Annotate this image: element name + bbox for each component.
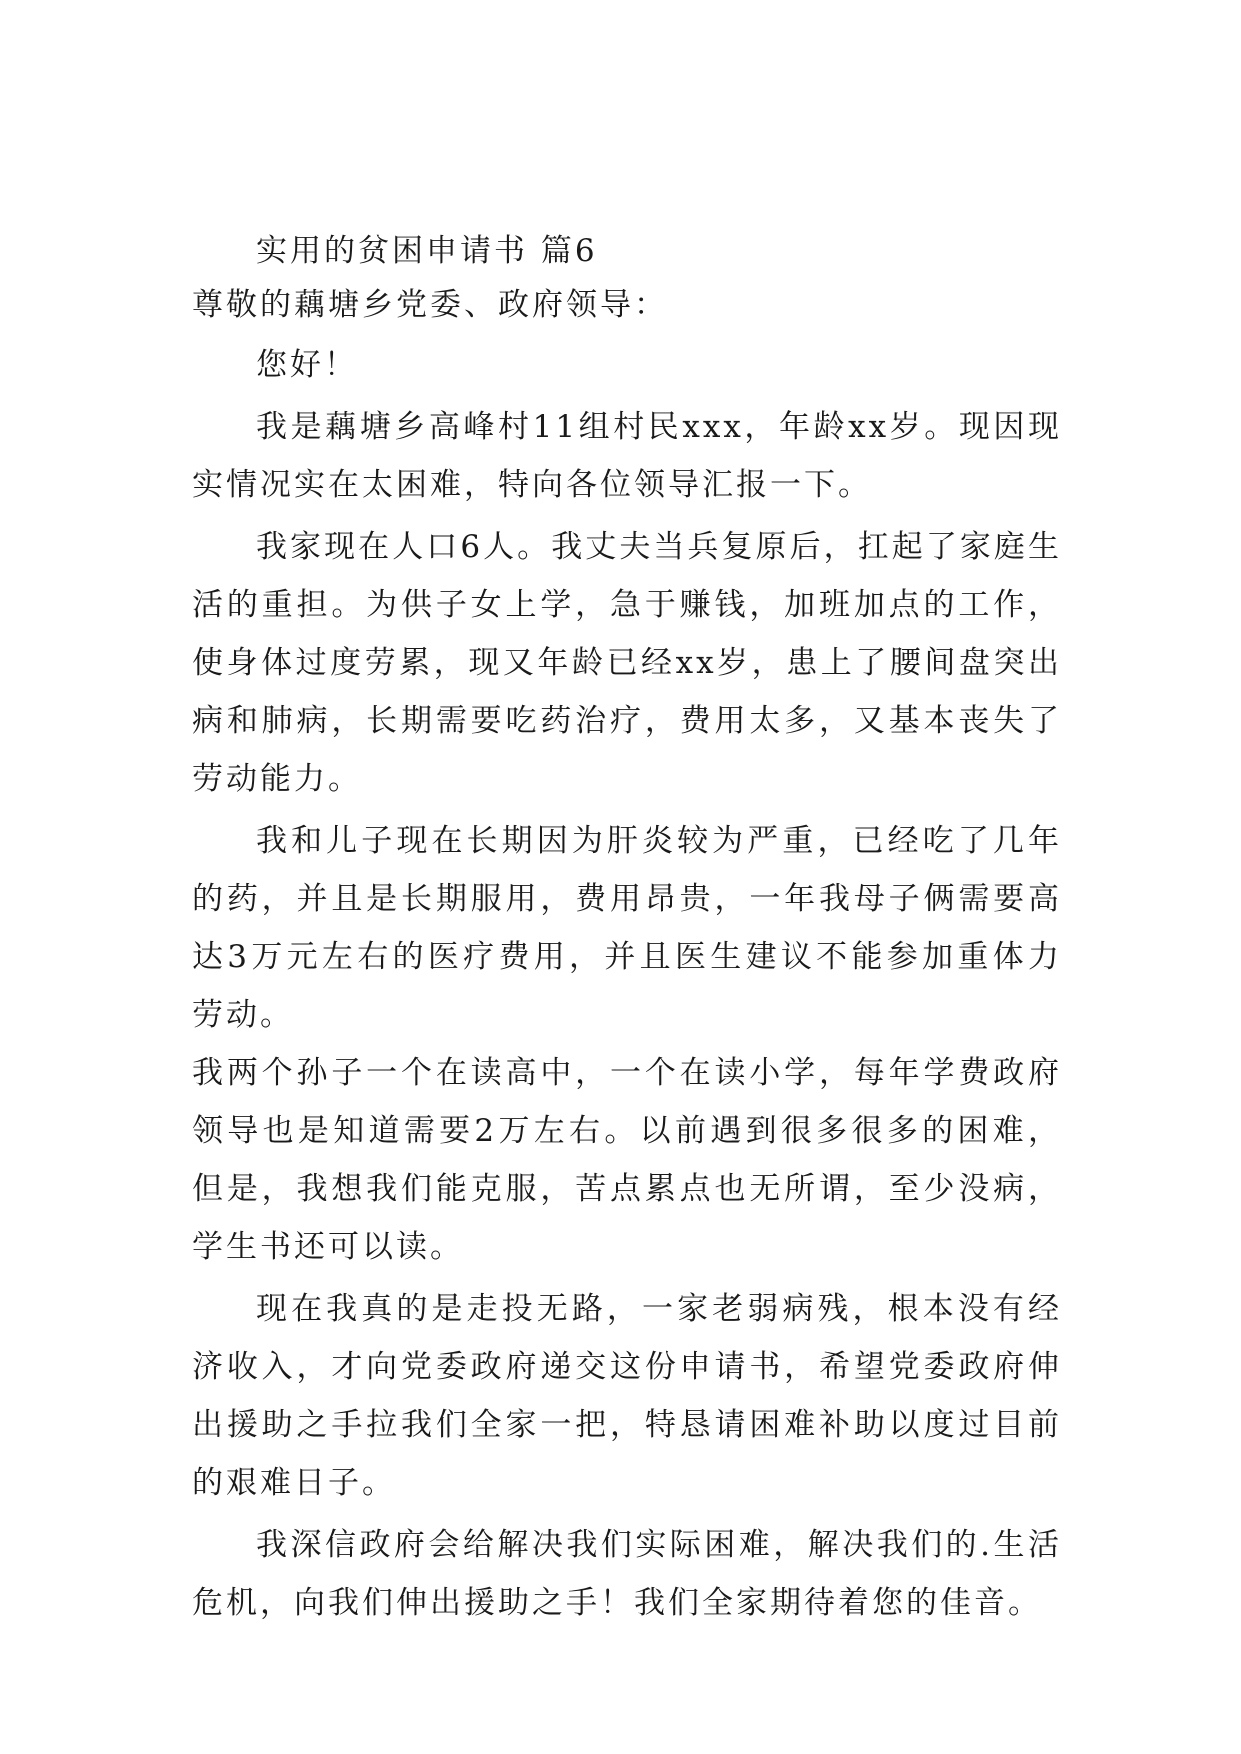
paragraph-intro: 我是藕塘乡高峰村11组村民xxx，年龄xx岁。现因现实情况实在太困难，特向各位领导汇报一下。 <box>192 409 1062 503</box>
document-body <box>192 224 1062 1632</box>
paragraph-family: 我家现在人口6人。我丈夫当兵复原后，扛起了家庭生活的重担。为供子女上学，急于赚钱，加班加点的工作，使身体过度劳累，现又年龄已经xx岁，患上了腰间盘突出病和肺病，长期需要吃药治疗，费用太多，又基本丧失了劳动能力。 <box>192 529 1062 797</box>
paragraph-grandchildren: 我两个孙子一个在读高中，一个在读小学，每年学费政府领导也是知道需要2万左右。以前遇到很多很多的困难，但是，我想我们能克服，苦点累点也无所谓，至少没病，学生书还可以读。 <box>192 1055 1062 1265</box>
greeting: 您好！ <box>256 347 358 383</box>
paragraph-closing: 我深信政府会给解决我们实际困难，解决我们的.生活危机，向我们伸出援助之手！我们全家期待着您的佳音。 <box>192 1527 1062 1621</box>
paragraph-illness: 我和儿子现在长期因为肝炎较为严重，已经吃了几年的药，并且是长期服用，费用昂贵，一年我母子俩需要高达3万元左右的医疗费用，并且医生建议不能参加重体力劳动。 <box>192 823 1062 1033</box>
salutation: 尊敬的藕塘乡党委、政府领导： <box>192 287 668 323</box>
paragraph-request: 现在我真的是走投无路，一家老弱病残，根本没有经济收入，才向党委政府递交这份申请书，希望党委政府伸出援助之手拉我们全家一把，特恳请困难补助以度过目前的艰难日子。 <box>192 1291 1062 1501</box>
document-title: 实用的贫困申请书 篇6 <box>256 233 598 269</box>
